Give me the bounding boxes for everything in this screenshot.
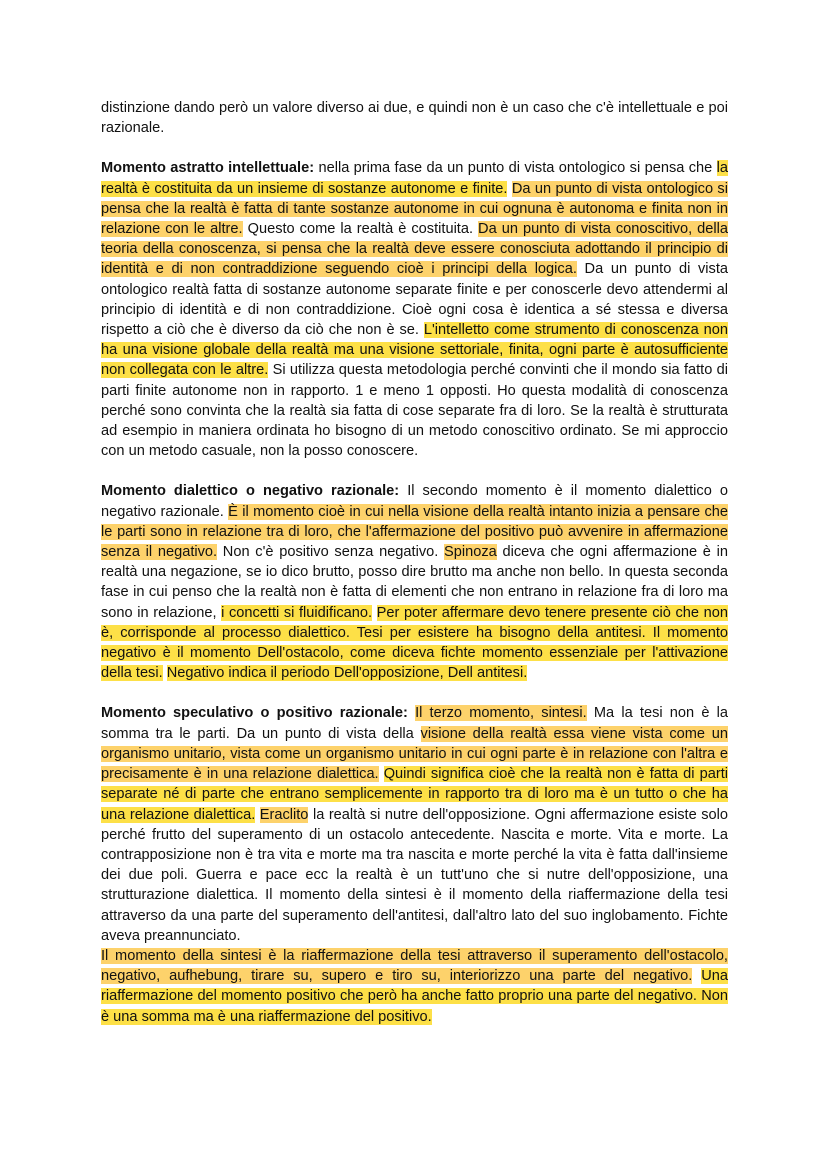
text-run — [692, 968, 701, 984]
highlight-yellow: i concetti si fluidificano. — [221, 604, 373, 621]
heading-momento-speculativo: Momento speculativo o positivo razionale: — [101, 705, 408, 722]
highlight-orange: Spinoza — [444, 544, 497, 561]
text-run: Da un punto di vista ontologico realtà fatta di sostanze autonome separate finite e per conoscerle devo attendermi al principio di identità e di non contraddizione. Cioè ogni cosa è identica a sé stessa e diversa rispetto a ciò che è diverso da ciò che non è se. — [101, 261, 729, 339]
text-run: la realtà si nutre dell'opposizione. Ogni affermazione esiste solo perché frutto del superamento di un ostacolo antecedente. Nascita e morte. Vita e morte. La contrapposizione non è tra vita e morte ma tra nascita e morte perché la vita è fatta dall'insieme dei due poli. Guerra e pace ecc la realtà è un tutt'uno che si nutre dell'opposizione, una strutturazione dialettica. Il momento della sintesi è il momento della riaffermazione della tesi attraverso da una parte del superamento dell'antitesi, dall'altro lato del suo inglobamento. Fichte aveva preannunciato. — [101, 806, 728, 944]
intro-text: distinzione dando però un valore diverso ai due, e quindi non è un caso che c'è intellettuale e poi razionale. — [101, 100, 728, 137]
highlight-yellow: L'intelletto come strumento di conoscenza non ha una visione globale della realtà ma una visione settoriale, finita, ogni parte è autosufficiente non collegata con le altre. — [101, 322, 729, 379]
highlight-yellow: la realtà è costituita da un insieme di sostanze autonome e finite. — [101, 160, 728, 197]
highlight-yellow: Quindi significa cioè che la realtà non è fatta di parti separate né di parte che entrano semplicemente in rapporto tra di loro ma è un tutto o che ha una relazione dialettica. — [101, 766, 728, 823]
text-run: nella prima fase da un punto di vista ontologico si pensa che — [314, 160, 717, 177]
text-run: Ma la tesi non è la somma tra le parti. Da un punto di vista della — [101, 705, 728, 742]
highlight-orange: visione della realtà essa viene vista come un organismo unitario, vista come un organismo unitario in cui ogni parte è in relazione con l'altra e precisamente è in una relazione dialettica. — [101, 725, 728, 783]
paragraph-momento-astratto — [101, 158, 728, 461]
intro-paragraph — [101, 98, 728, 138]
highlight-orange: È il momento cioè in cui nella visione della realtà intanto inizia a pensare che le parti sono in relazione tra di loro, che l'affermazione del positivo può avvenire in affermazione senza il negativo. — [101, 503, 729, 561]
highlight-yellow: Per poter affermare devo tenere presente ciò che non è, corrisponde al processo dialettico. Tesi per esistere ha bisogno della antitesi. Il momento negativo è il momento Dell'ostacolo, come diceva fichte momento essenziale per l'attivazione della tesi. — [101, 604, 728, 682]
text-run — [372, 605, 377, 621]
text-run: Non c'è positivo senza negativo. — [217, 544, 445, 561]
text-run: Si utilizza questa metodologia perché convinti che il mondo sia fatto di parti finite autonome non in rapporto. 1 e meno 1 opposti. Ho questa modalità di conoscenza perché sono convinta che la realtà sia fatta di cose separate fra di loro. Se la realtà è strutturata ad esempio in maniera ordinata ho bisogno di un metodo conoscitivo ordinato. Se mi approccio con un metodo casuale, non la posso conoscere. — [101, 362, 728, 460]
text-run: Il secondo momento è il momento dialettico o negativo razionale. — [101, 483, 728, 520]
highlight-orange: Da un punto di vista ontologico si pensa che la realtà è fatta di tante sostanze autonome in cui ognuna è autonoma e finita non in relazione con le altre. — [101, 180, 728, 238]
highlight-yellow: Una riaffermazione del momento positivo che però ha anche fatto proprio una parte del negativo. Non è una somma ma è una riaffermazione del positivo. — [101, 968, 729, 1025]
paragraph-sintesi — [101, 946, 728, 1027]
paragraph-momento-dialettico — [101, 481, 728, 683]
text-run — [408, 705, 415, 721]
text-run — [379, 766, 384, 782]
highlight-orange: Eraclito — [259, 806, 309, 823]
paragraph-momento-speculativo — [101, 703, 728, 945]
highlight-yellow: Negativo indica il periodo Dell'opposizione, Dell antitesi. — [166, 665, 528, 682]
heading-momento-dialettico: Momento dialettico o negativo razionale: — [101, 483, 400, 500]
highlight-orange: Il terzo momento, sintesi. — [415, 705, 587, 722]
highlight-orange: Il momento della sintesi è la riaffermazione della tesi attraverso il superamento dell'ostacolo, negativo, aufhebung, tirare su, supero e tiro su, interiorizzo una parte del negativo. — [101, 947, 728, 985]
highlight-orange: Da un punto di vista conoscitivo, della teoria della conoscenza, si pensa che la realtà deve essere conosciuta adottando il principio di identità e di non contraddizione seguendo cioè i principi della logica. — [101, 221, 728, 278]
heading-momento-astratto: Momento astratto intellettuale: — [101, 160, 315, 177]
text-run: Questo come la realtà è costituita. — [242, 221, 479, 238]
text-run: diceva che ogni affermazione è in realtà una negazione, se io dico brutto, posso dire brutto ma anche non bello. In questa seconda fase in cui penso che la realtà non è fatta di elementi che non entrano in relazione fra di loro ma sono in relazione, — [101, 544, 728, 621]
